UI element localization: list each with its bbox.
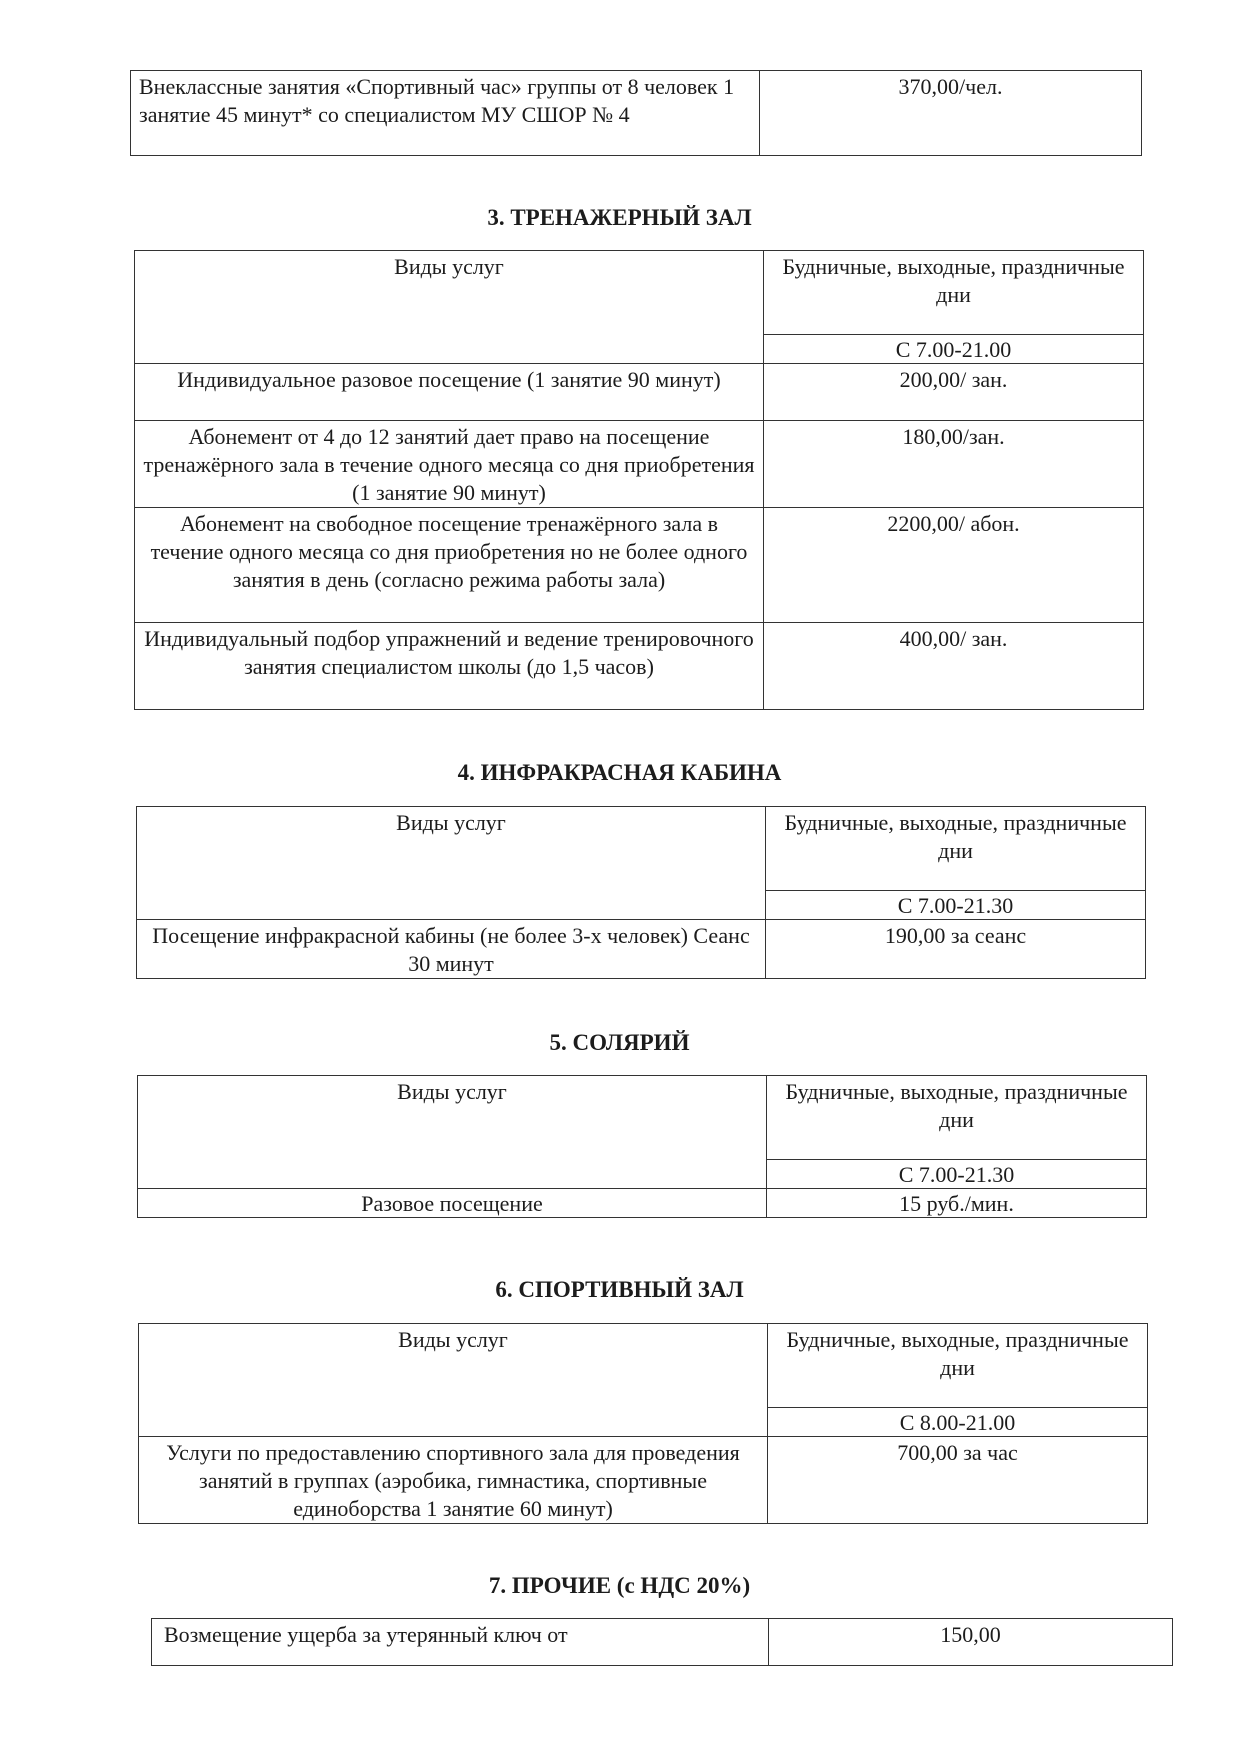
section-title-infrared: 4. ИНФРАКРАСНАЯ КАБИНА — [457, 760, 782, 785]
table-row — [135, 364, 1144, 421]
service-cell: Разовое посещение — [138, 1189, 767, 1218]
service-cell: Абонемент на свободное посещение тренажёрного зала в течение одного месяца со дня приобретения но не более одного занятия в день (согласно режима работы зала) — [135, 508, 764, 623]
header-service: Виды услуг — [139, 1324, 768, 1437]
table-row — [139, 1437, 1148, 1524]
table-row — [135, 508, 1144, 623]
header-days: Будничные, выходные, праздничные дни — [767, 1076, 1147, 1160]
table-continuation — [130, 70, 1142, 156]
price-cell: 700,00 за час — [768, 1437, 1148, 1524]
service-cell: Индивидуальный подбор упражнений и ведение тренировочного занятия специалистом школы (до 1,5 часов) — [135, 623, 764, 710]
header-hours: С 7.00-21.30 — [767, 1160, 1147, 1189]
table-sports-hall — [138, 1323, 1148, 1524]
table-row — [135, 623, 1144, 710]
table-row — [137, 920, 1146, 979]
price-cell: 2200,00/ абон. — [764, 508, 1144, 623]
table-row — [135, 421, 1144, 508]
table-header-row — [139, 1324, 1148, 1408]
header-days: Будничные, выходные, праздничные дни — [768, 1324, 1148, 1408]
table-gym — [134, 250, 1144, 710]
header-hours: С 7.00-21.00 — [764, 335, 1144, 364]
service-cell: Абонемент от 4 до 12 занятий дает право на посещение тренажёрного зала в течение одного месяца со дня приобретения (1 занятие 90 минут) — [135, 421, 764, 508]
header-service: Виды услуг — [137, 807, 766, 920]
price-cell: 15 руб./мин. — [767, 1189, 1147, 1218]
section-title-other: 7. ПРОЧИЕ (с НДС 20%) — [488, 1573, 751, 1598]
header-days: Будничные, выходные, праздничные дни — [766, 807, 1146, 891]
table-header-row — [137, 807, 1146, 891]
price-cell: 150,00 — [769, 1619, 1173, 1666]
service-cell: Возмещение ущерба за утерянный ключ от — [152, 1619, 769, 1666]
header-days: Будничные, выходные, праздничные дни — [764, 251, 1144, 335]
table-row — [152, 1619, 1173, 1666]
section-title-solarium: 5. СОЛЯРИЙ — [549, 1030, 690, 1055]
table-infrared — [136, 806, 1146, 979]
price-cell: 200,00/ зан. — [764, 364, 1144, 421]
header-service: Виды услуг — [138, 1076, 767, 1189]
service-cell: Индивидуальное разовое посещение (1 занятие 90 минут) — [135, 364, 764, 421]
header-hours: С 7.00-21.30 — [766, 891, 1146, 920]
price-cell: 400,00/ зан. — [764, 623, 1144, 710]
price-cell: 370,00/чел. — [760, 71, 1142, 156]
price-cell: 180,00/зан. — [764, 421, 1144, 508]
header-service: Виды услуг — [135, 251, 764, 364]
header-hours: С 8.00-21.00 — [768, 1408, 1148, 1437]
table-header-row — [135, 251, 1144, 335]
table-other — [151, 1618, 1173, 1666]
price-cell: 190,00 за сеанс — [766, 920, 1146, 979]
section-title-sports-hall: 6. СПОРТИВНЫЙ ЗАЛ — [495, 1277, 744, 1302]
table-row — [138, 1189, 1147, 1218]
service-cell: Услуги по предоставлению спортивного зала для проведения занятий в группах (аэробика, гимнастика, спортивные единоборства 1 занятие 60 минут) — [139, 1437, 768, 1524]
table-solarium — [137, 1075, 1147, 1218]
service-cell: Внеклассные занятия «Спортивный час» группы от 8 человек 1 занятие 45 минут* со специалистом МУ СШОР № 4 — [131, 71, 760, 156]
table-header-row — [138, 1076, 1147, 1160]
table-row — [131, 71, 1142, 156]
service-cell: Посещение инфракрасной кабины (не более 3-х человек) Сеанс 30 минут — [137, 920, 766, 979]
section-title-gym: 3. ТРЕНАЖЕРНЫЙ ЗАЛ — [487, 205, 752, 230]
